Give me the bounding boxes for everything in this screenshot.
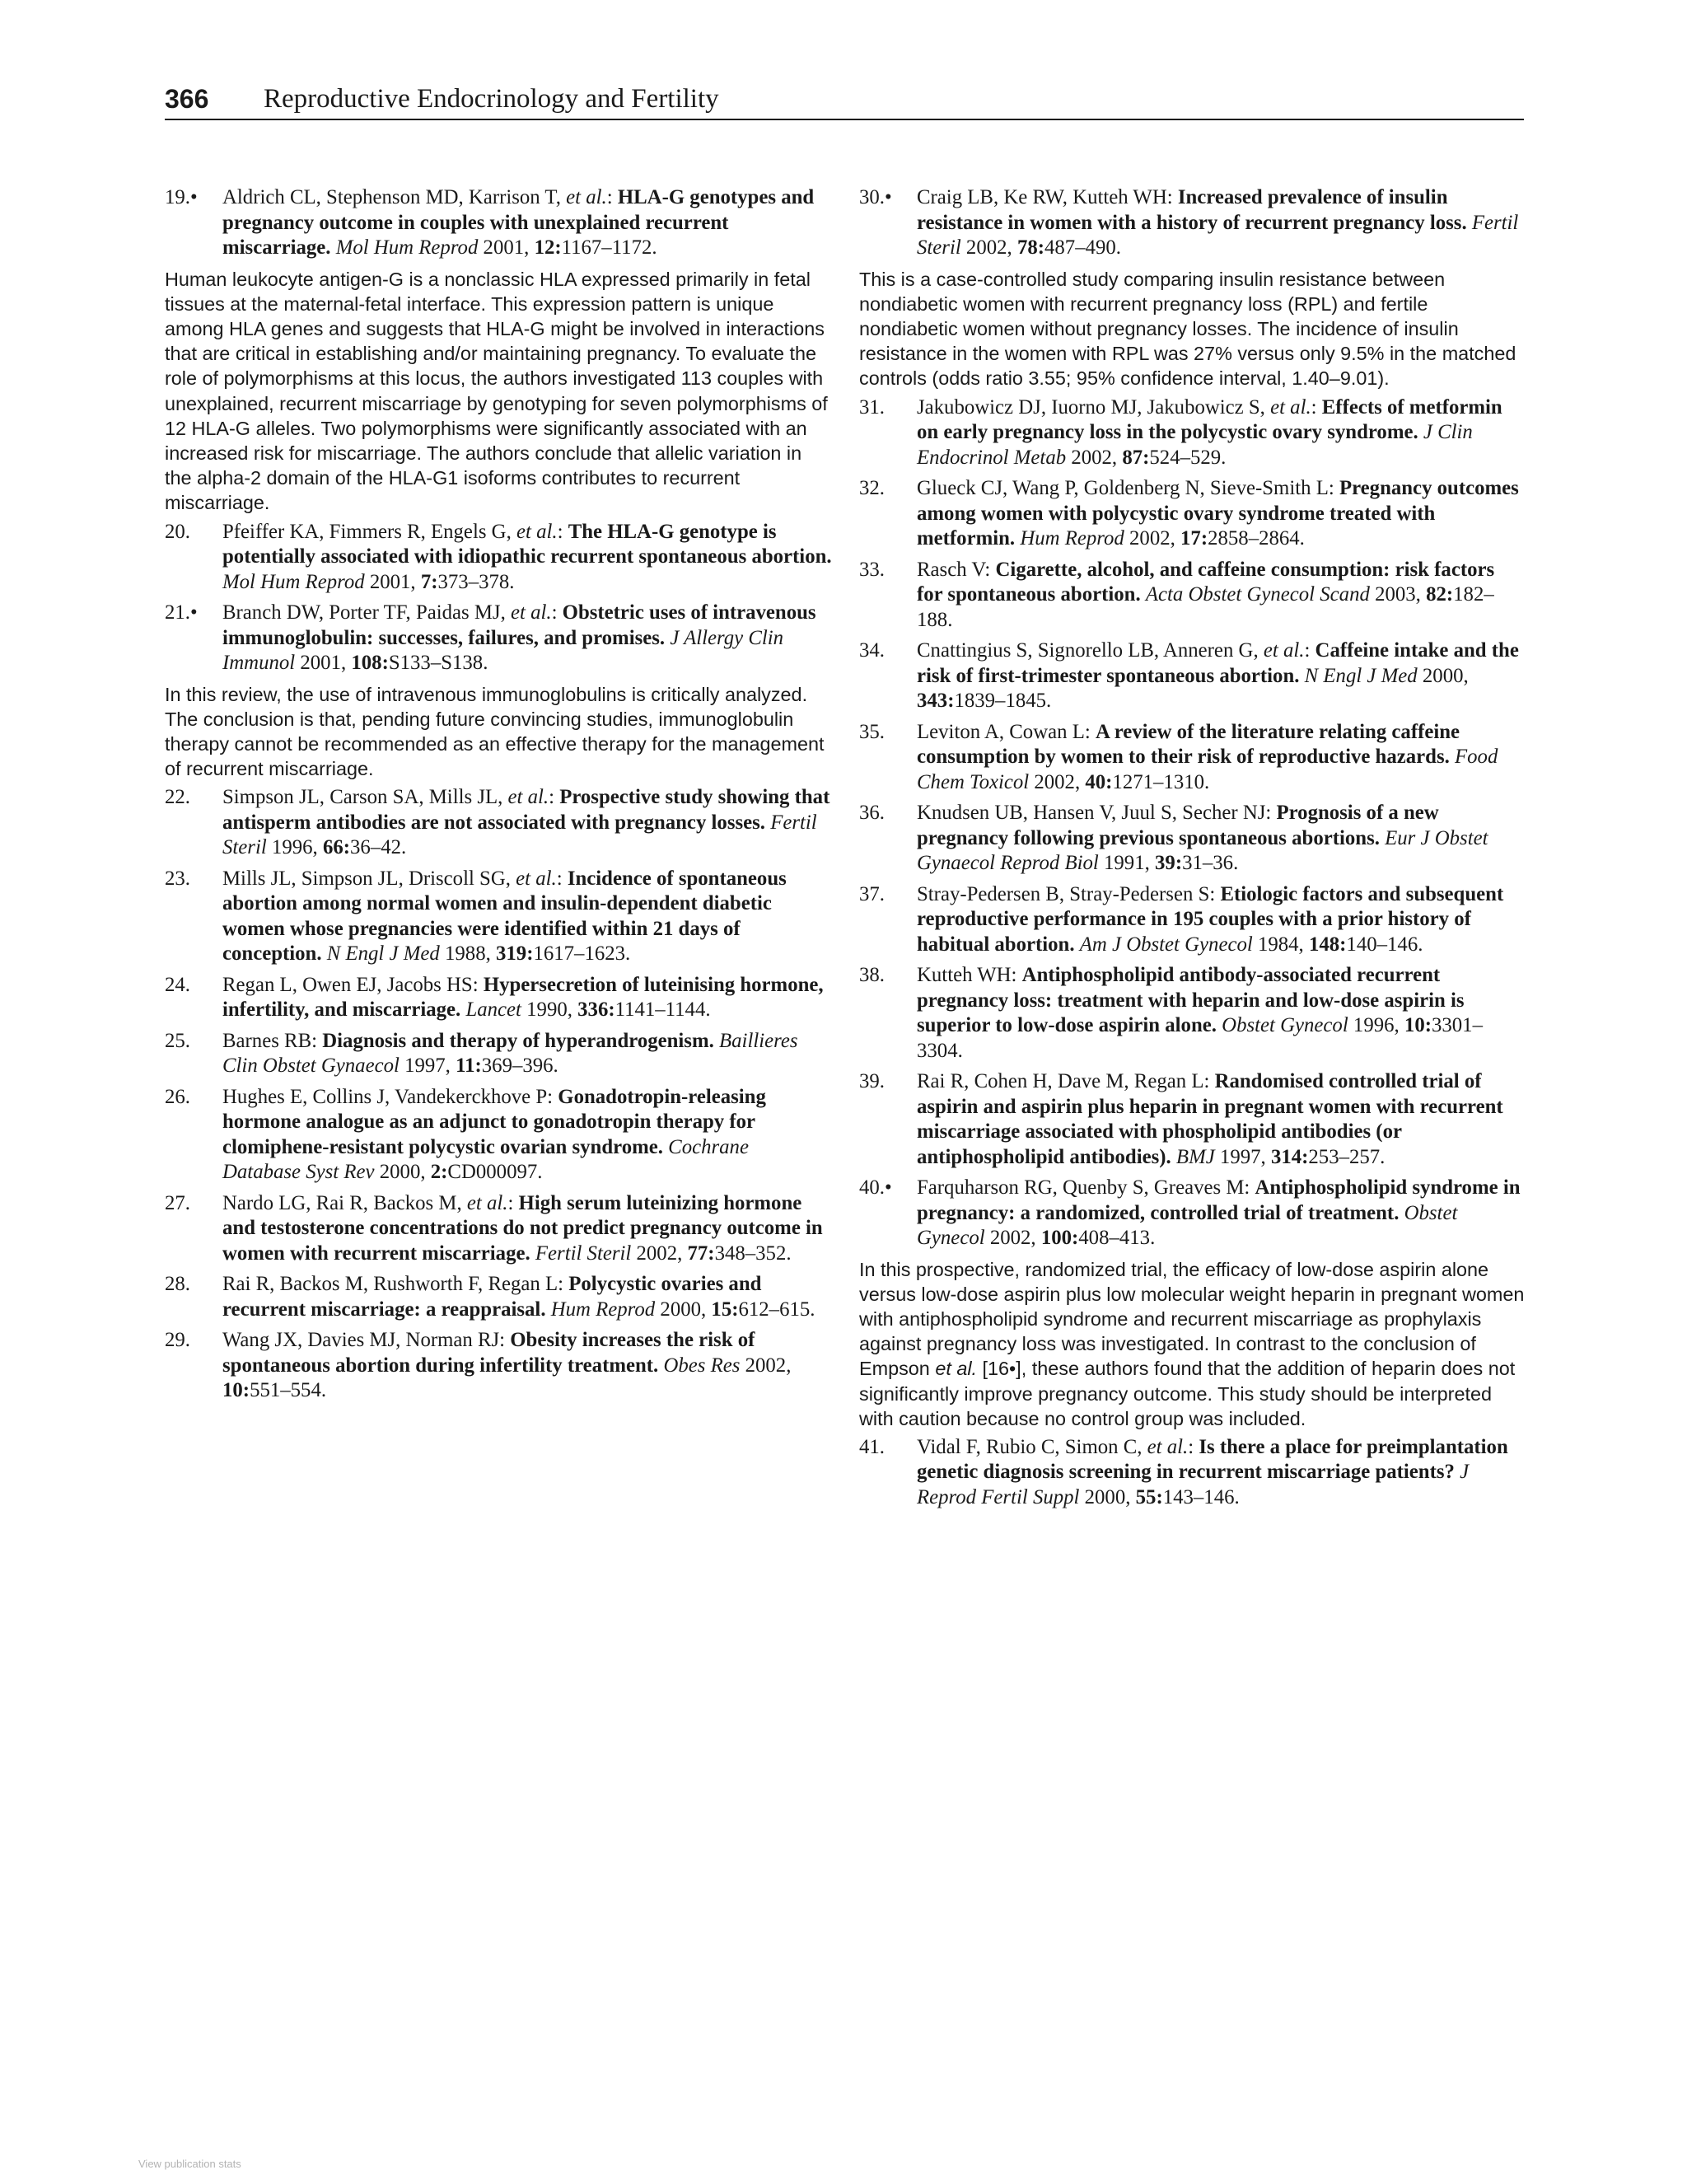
citation-italic: Acta Obstet Gynecol Scand xyxy=(1145,583,1370,606)
citation-italic: Fertil Steril xyxy=(917,211,1519,259)
citation-italic: Fertil Steril xyxy=(222,811,817,859)
reference-text xyxy=(917,720,1525,796)
citation-title: 11: xyxy=(456,1055,482,1078)
reference-item xyxy=(859,882,1525,958)
citation-text: [16•], these authors found that the addition of heparin does not significantly improve pregnancy outcome. This study should be interpreted with caution because no control group was included. xyxy=(859,1358,1516,1429)
reference-text xyxy=(222,785,832,861)
reference-annotation: In this review, the use of intravenous immunoglobulins is critically analyzed. The conclusion is that, pending future convincing studies, immunoglobulin therapy cannot be recommended as an effective therapy for the management of recurrent miscarriage. xyxy=(165,683,825,780)
citation-text: 2002, xyxy=(1066,446,1123,469)
reference-text xyxy=(222,1272,832,1322)
reference-text xyxy=(222,973,832,1023)
citation-text: 2002, xyxy=(740,1354,792,1377)
citation-title: The HLA-G genotype is potentially associated with idiopathic recurrent spontaneous abortion. xyxy=(222,520,832,568)
reference-item xyxy=(859,1435,1525,1511)
citation-text: 612–615. xyxy=(738,1298,815,1321)
reference-text xyxy=(917,963,1525,1064)
reference-item xyxy=(859,558,1525,634)
citation-title: Diagnosis and therapy of hyperandrogenism. xyxy=(322,1029,714,1052)
citation-title: 10: xyxy=(222,1379,250,1402)
citation-text: 1984, xyxy=(1252,933,1309,956)
reference-text xyxy=(222,1191,832,1267)
citation-title: 39: xyxy=(1155,852,1183,875)
reference-item xyxy=(165,1085,832,1186)
citation-title: 343: xyxy=(917,690,955,713)
citation-text: 1996, xyxy=(1348,1014,1404,1037)
reference-annotation: Human leukocyte antigen-G is a nonclassic HLA expressed primarily in fetal tissues at the maternal-fetal interface. This expression pattern is unique among HLA genes and suggests that HLA-G might be involved in interactions that are critical in establishing and/or maintaining pregnancy. To evaluate the role of polymorphisms at this locus, the authors investigated 113 couples with unexplained, recurrent miscarriage by genotyping for seven polymorphisms of 12 HLA-G alleles. Two polymorphisms were significantly associated with an increased risk for miscarriage. The authors conclude that allelic variation in the alpha-2 domain of the HLA-G1 isoforms contributes to recurrent miscarriage. xyxy=(165,268,828,514)
citation-italic: et al. xyxy=(516,520,558,543)
citation-text: Pfeiffer KA, Fimmers R, Engels G, xyxy=(222,520,516,543)
citation-title: 314: xyxy=(1270,1145,1309,1168)
citation-title: Polycystic ovaries and recurrent miscarriage: a reappraisal. xyxy=(222,1273,762,1321)
citation-italic: J Allergy Clin Immunol xyxy=(222,626,784,675)
reference-item xyxy=(165,185,832,261)
reference-text xyxy=(222,601,832,676)
citation-text: : xyxy=(1304,639,1315,662)
citation-title: 100: xyxy=(1040,1227,1079,1250)
citation-italic: Obstet Gynecol xyxy=(1222,1014,1348,1037)
citation-italic: et al. xyxy=(507,786,549,809)
reference-annotation xyxy=(859,1257,1525,1431)
citation-text: Craig LB, Ke RW, Kutteh WH: xyxy=(917,186,1178,208)
citation-text: 2000, xyxy=(1079,1485,1136,1508)
reference-number: 28. xyxy=(165,1273,190,1296)
reference-number: 40.• xyxy=(859,1176,892,1200)
left-reference-column xyxy=(165,185,832,1410)
citation-text: 2002, xyxy=(1124,527,1181,550)
citation-title: 148: xyxy=(1308,933,1347,956)
reference-number: 20. xyxy=(165,520,190,543)
citation-italic: Food Chem Toxicol xyxy=(917,746,1498,793)
citation-italic: Hum Reprod xyxy=(550,1298,656,1321)
citation-text: 1141–1144. xyxy=(615,998,711,1022)
citation-title: 10: xyxy=(1404,1014,1432,1037)
citation-text: : xyxy=(1311,395,1322,419)
citation-title: 108: xyxy=(351,652,389,675)
citation-title: Caffeine intake and the risk of first-trimester spontaneous abortion. xyxy=(917,639,1519,687)
reference-text xyxy=(222,867,832,967)
reference-text xyxy=(222,1029,832,1079)
reference-text xyxy=(917,395,1525,471)
citation-text: 551–554. xyxy=(250,1379,327,1402)
citation-title: 336: xyxy=(577,998,615,1022)
reference-item xyxy=(859,720,1525,796)
citation-title: Incidence of spontaneous abortion among normal women and insulin-dependent diabetic women whose pregnancies were identified within 21 days of conception. xyxy=(222,867,787,966)
citation-title: 17: xyxy=(1180,527,1208,550)
citation-italic: Lancet xyxy=(465,998,521,1022)
citation-text: 524–529. xyxy=(1149,446,1227,469)
citation-text: 253–257. xyxy=(1308,1145,1386,1168)
citation-italic: et al. xyxy=(1270,395,1311,419)
citation-italic: Cochrane Database Syst Rev xyxy=(222,1135,749,1184)
reference-number: 19.• xyxy=(165,186,198,208)
reference-number: 33. xyxy=(859,558,885,581)
reference-number: 30.• xyxy=(859,186,892,208)
citation-italic: et al. xyxy=(466,1191,508,1214)
reference-item xyxy=(859,1069,1525,1170)
citation-text: 348–352. xyxy=(714,1242,792,1265)
citation-text: : xyxy=(549,786,560,809)
citation-text: 2002, xyxy=(984,1227,1041,1250)
reference-number: 23. xyxy=(165,867,190,890)
citation-italic: Hum Reprod xyxy=(1020,527,1124,550)
citation-text: 1991, xyxy=(1098,852,1156,875)
citation-title: Is there a place for preimplantation genetic diagnosis screening in recurrent miscarriage patients? xyxy=(917,1435,1508,1484)
reference-item xyxy=(165,601,832,676)
reference-text xyxy=(917,1435,1525,1511)
reference-item xyxy=(165,520,832,596)
citation-italic: N Engl J Med xyxy=(1304,664,1418,687)
citation-text: Knudsen UB, Hansen V, Juul S, Secher NJ: xyxy=(917,802,1277,825)
citation-title: Antiphospholipid syndrome in pregnancy: a randomized, controlled trial of treatment. xyxy=(917,1176,1521,1224)
citation-title: Effects of metformin on early pregnancy loss in the polycystic ovary syndrome. xyxy=(917,395,1502,444)
citation-text: 31–36. xyxy=(1182,852,1239,875)
citation-text: Wang JX, Davies MJ, Norman RJ: xyxy=(222,1329,511,1352)
citation-text: Stray-Pedersen B, Stray-Pedersen S: xyxy=(917,882,1221,905)
reference-number: 25. xyxy=(165,1029,190,1052)
citation-text: 36–42. xyxy=(350,836,407,859)
citation-text: 2000, xyxy=(374,1161,431,1184)
citation-text: Mills JL, Simpson JL, Driscoll SG, xyxy=(222,867,516,890)
citation-text: 2001, xyxy=(478,236,535,259)
reference-number: 39. xyxy=(859,1070,885,1093)
citation-title: HLA-G genotypes and pregnancy outcome in couples with unexplained recurrent miscarriage. xyxy=(222,186,815,259)
citation-italic: Am J Obstet Gynecol xyxy=(1079,933,1253,956)
citation-italic: et al. xyxy=(1263,639,1305,662)
citation-italic: Baillieres Clin Obstet Gynaecol xyxy=(222,1029,798,1078)
reference-item xyxy=(165,1029,832,1079)
citation-text: 182–188. xyxy=(917,583,1494,631)
citation-text: Jakubowicz DJ, Iuorno MJ, Jakubowicz S, xyxy=(917,395,1271,419)
reference-number: 34. xyxy=(859,639,885,662)
citation-text: 408–413. xyxy=(1078,1227,1156,1250)
citation-italic: et al. xyxy=(516,867,557,890)
citation-text: 1271–1310. xyxy=(1112,770,1210,793)
citation-title: High serum luteinizing hormone and testosterone concentrations do not predict pregnancy outcome in women with recurrent miscarriage. xyxy=(222,1191,823,1265)
citation-text: In this prospective, randomized trial, the efficacy of low-dose aspirin alone versus low-dose aspirin plus low molecular weight heparin in pregnant women with antiphospholipid syndrome and recurrent miscarriage as prophylaxis against pregnancy loss was investigated. In contrast to the conclusion of Empson xyxy=(859,1258,1525,1380)
reference-number: 36. xyxy=(859,802,885,825)
reference-text xyxy=(917,476,1525,552)
citation-text: 2001, xyxy=(295,652,352,675)
citation-title: 319: xyxy=(496,942,534,966)
reference-item xyxy=(859,638,1525,714)
citation-italic: Obes Res xyxy=(663,1354,741,1377)
citation-title: A review of the literature relating caffeine consumption by women to their risk of reproductive hazards. xyxy=(917,720,1460,769)
citation-title: 55: xyxy=(1135,1485,1163,1508)
citation-text: 1996, xyxy=(266,836,323,859)
citation-text: : xyxy=(507,1191,519,1214)
citation-italic: et al. xyxy=(566,186,607,208)
reference-item xyxy=(165,785,832,861)
citation-text: S133–S138. xyxy=(388,652,488,675)
reference-annotation: This is a case-controlled study comparing insulin resistance between nondiabetic women with recurrent pregnancy loss (RPL) and fertile nondiabetic women without pregnancy losses. The incidence of insulin resistance in the women with RPL was 27% versus only 9.5% in the matched controls (odds ratio 3.55; 95% confidence interval, 1.40–9.01). xyxy=(859,268,1516,390)
reference-text xyxy=(222,520,832,596)
citation-title: Etiologic factors and subsequent reproductive performance in 195 couples with a prior history of habitual abortion. xyxy=(917,882,1504,956)
reference-item xyxy=(859,1176,1525,1251)
citation-title: 77: xyxy=(687,1242,715,1265)
citation-title: Prospective study showing that antisperm antibodies are not associated with pregnancy losses. xyxy=(222,786,830,834)
reference-number: 41. xyxy=(859,1435,885,1458)
citation-text: Rai R, Backos M, Rushworth F, Regan L: xyxy=(222,1273,569,1296)
citation-title: 2: xyxy=(430,1161,448,1184)
citation-text: Farquharson RG, Quenby S, Greaves M: xyxy=(917,1176,1255,1200)
reference-text xyxy=(222,185,832,261)
citation-text: Glueck CJ, Wang P, Goldenberg N, Sieve-Smith L: xyxy=(917,477,1339,500)
citation-text: 1839–1845. xyxy=(954,690,1052,713)
citation-text: 2000, xyxy=(1417,664,1469,687)
running-header xyxy=(165,82,1524,120)
reference-text xyxy=(917,882,1525,958)
citation-text: 2003, xyxy=(1369,583,1427,606)
reference-item xyxy=(859,395,1525,471)
citation-text: Simpson JL, Carson SA, Mills JL, xyxy=(222,786,508,809)
citation-text: Hughes E, Collins J, Vandekerckhove P: xyxy=(222,1085,558,1108)
citation-text: 1997, xyxy=(399,1055,456,1078)
reference-text xyxy=(917,1069,1525,1170)
reference-number: 32. xyxy=(859,477,885,500)
citation-text: 369–396. xyxy=(481,1055,558,1078)
reference-text xyxy=(917,638,1525,714)
citation-italic: et al. xyxy=(510,601,552,624)
citation-italic: Fertil Steril xyxy=(535,1242,632,1265)
reference-text xyxy=(917,1176,1525,1251)
right-reference-column xyxy=(859,185,1525,1516)
citation-title: Hypersecretion of luteinising hormone, infertility, and miscarriage. xyxy=(222,973,824,1022)
citation-title: Randomised controlled trial of aspirin and aspirin plus heparin in pregnant women with recurrent miscarriage associated with phospholipid antibodies (or antiphospholipid antibodies). xyxy=(917,1070,1503,1168)
citation-text: : xyxy=(606,186,618,208)
citation-text: 140–146. xyxy=(1346,933,1423,956)
citation-text: Aldrich CL, Stephenson MD, Karrison T, xyxy=(222,186,567,208)
citation-title: Prognosis of a new pregnancy following previous spontaneous abortions. xyxy=(917,802,1439,849)
citation-title: 40: xyxy=(1085,770,1113,793)
citation-text: Rasch V: xyxy=(917,558,996,581)
citation-italic: J Clin Endocrinol Metab xyxy=(917,421,1473,469)
citation-text: 2001, xyxy=(364,570,421,593)
citation-title: Obstetric uses of intravenous immunoglobulin: successes, failures, and promises. xyxy=(222,601,816,649)
citation-text: 143–146. xyxy=(1162,1485,1240,1508)
reference-number: 38. xyxy=(859,964,885,987)
citation-text: 2858–2864. xyxy=(1208,527,1305,550)
citation-italic: Obstet Gynecol xyxy=(917,1201,1458,1250)
citation-text: Regan L, Owen EJ, Jacobs HS: xyxy=(222,973,484,996)
citation-italic: N Engl J Med xyxy=(326,942,440,966)
reference-item xyxy=(165,867,832,967)
citation-title: Cigarette, alcohol, and caffeine consumption: risk factors for spontaneous abortion. xyxy=(917,558,1495,606)
citation-text: Branch DW, Porter TF, Paidas MJ, xyxy=(222,601,511,624)
citation-title: 12: xyxy=(534,236,562,259)
citation-text: Nardo LG, Rai R, Backos M, xyxy=(222,1191,467,1214)
citation-text: 3301–3304. xyxy=(917,1014,1483,1062)
citation-title: 15: xyxy=(711,1298,739,1321)
citation-text: Barnes RB: xyxy=(222,1029,323,1052)
citation-title: 66: xyxy=(322,836,350,859)
citation-text: Vidal F, Rubio C, Simon C, xyxy=(917,1435,1147,1458)
citation-text: : xyxy=(556,867,568,890)
reference-number: 29. xyxy=(165,1329,190,1352)
citation-italic: et al. xyxy=(935,1358,978,1380)
citation-title: 87: xyxy=(1122,446,1150,469)
citation-text: 1988, xyxy=(439,942,496,966)
citation-title: Obesity increases the risk of spontaneous abortion during infertility treatment. xyxy=(222,1329,755,1377)
citation-text: 373–378. xyxy=(437,570,515,593)
citation-text: : xyxy=(551,601,563,624)
reference-number: 37. xyxy=(859,882,885,905)
reference-number: 26. xyxy=(165,1085,190,1108)
citation-text: 2002, xyxy=(960,236,1017,259)
citation-title: 7: xyxy=(420,570,438,593)
citation-title: 82: xyxy=(1426,583,1454,606)
reference-item xyxy=(165,973,832,1023)
citation-italic: Eur J Obstet Gynaecol Reprod Biol xyxy=(917,826,1488,875)
view-publication-stats-link[interactable]: View publication stats xyxy=(138,2158,241,2170)
citation-text: Leviton A, Cowan L: xyxy=(917,720,1096,743)
reference-number: 22. xyxy=(165,786,190,809)
citation-text: 1167–1172. xyxy=(561,236,657,259)
citation-text: : xyxy=(557,520,568,543)
citation-text: 1997, xyxy=(1214,1145,1271,1168)
reference-number: 35. xyxy=(859,720,885,743)
citation-text: 2002, xyxy=(1029,770,1086,793)
reference-text xyxy=(917,558,1525,634)
citation-italic: Mol Hum Reprod xyxy=(222,570,365,593)
reference-text xyxy=(222,1085,832,1186)
citation-text: 487–490. xyxy=(1044,236,1121,259)
reference-text xyxy=(917,185,1525,261)
citation-text: CD000097. xyxy=(447,1161,543,1184)
citation-italic: et al. xyxy=(1147,1435,1189,1458)
citation-title: 78: xyxy=(1016,236,1044,259)
citation-text: 1617–1623. xyxy=(533,942,631,966)
reference-number: 21.• xyxy=(165,601,198,624)
reference-number: 31. xyxy=(859,395,885,419)
reference-item xyxy=(165,1191,832,1267)
citation-text: Kutteh WH: xyxy=(917,964,1022,987)
citation-title: Antiphospholipid antibody-associated recurrent pregnancy loss: treatment with heparin and low-dose aspirin is superior to low-dose aspirin alone. xyxy=(917,964,1465,1037)
reference-item xyxy=(859,963,1525,1064)
citation-title: Pregnancy outcomes among women with polycystic ovary syndrome treated with metformin. xyxy=(917,477,1519,550)
running-title: Reproductive Endocrinology and Fertility xyxy=(264,84,719,114)
citation-text: 1990, xyxy=(521,998,578,1022)
reference-item xyxy=(859,185,1525,261)
reference-number: 24. xyxy=(165,973,190,996)
citation-text: Rai R, Cohen H, Dave M, Regan L: xyxy=(917,1070,1215,1093)
citation-text: Cnattingius S, Signorello LB, Anneren G, xyxy=(917,639,1264,662)
citation-italic: BMJ xyxy=(1175,1145,1215,1168)
citation-italic: J Reprod Fertil Suppl xyxy=(917,1461,1470,1508)
reference-item xyxy=(859,476,1525,552)
citation-text: : xyxy=(1188,1435,1199,1458)
reference-item xyxy=(165,1272,832,1322)
citation-title: Gonadotropin-releasing hormone analogue as an adjunct to gonadotropin therapy for clomiphene-resistant polycystic ovarian syndrome. xyxy=(222,1085,766,1158)
reference-text xyxy=(917,801,1525,877)
citation-italic: Mol Hum Reprod xyxy=(335,236,479,259)
reference-item xyxy=(859,801,1525,877)
citation-title: Increased prevalence of insulin resistance in women with a history of recurrent pregnancy loss. xyxy=(917,186,1467,234)
citation-text: 2000, xyxy=(655,1298,712,1321)
page-number: 366 xyxy=(165,84,209,114)
reference-text xyxy=(222,1328,832,1404)
citation-text: 2002, xyxy=(631,1242,688,1265)
reference-number: 27. xyxy=(165,1191,190,1214)
reference-item xyxy=(165,1328,832,1404)
